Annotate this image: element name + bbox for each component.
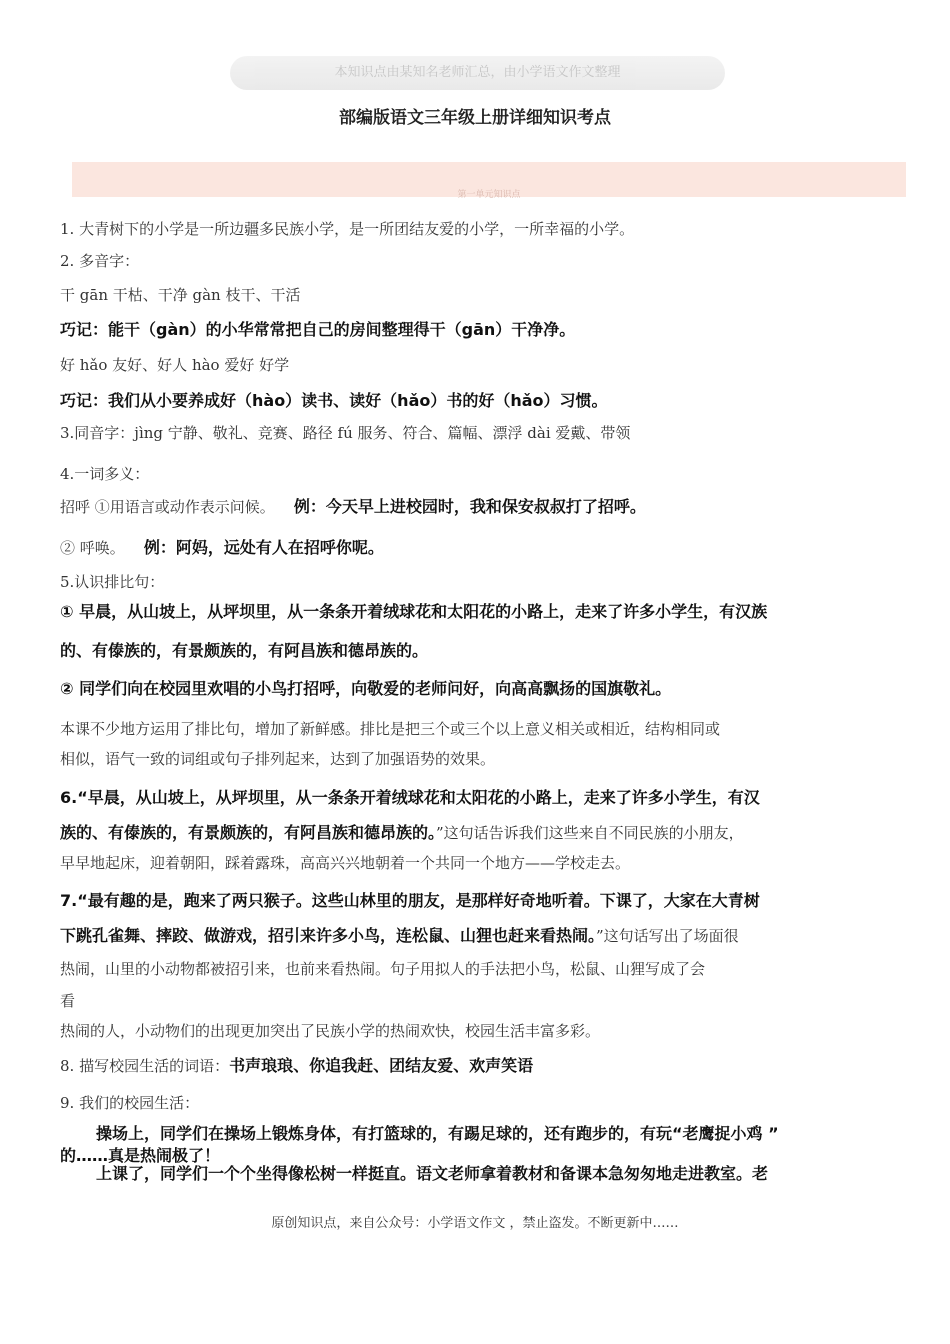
essay-line: 的……真是热闹极了！ (60, 1146, 221, 1165)
explain-part: ”这句话写出了场面很 (596, 927, 739, 945)
example-line: ② 同学们向在校园里欢唱的小鸟打招呼，向敬爱的老师问好，向高高飘扬的国旗敬礼。 (60, 679, 672, 698)
essay-line: 上课了，同学们一个个坐得像松树一样挺直。语文老师拿着教材和备课本急匆匆地走进教室。老 (96, 1164, 769, 1183)
label-part: 8. 描写校园生活的词语： (60, 1057, 230, 1075)
example-line: 6.“早晨，从山坡上，从坪坝里，从一条条开着绒球花和太阳花的小路上，走来了许多小学生，有汉 (60, 788, 760, 807)
meaning-line (60, 535, 384, 558)
meaning-example: 例：今天早上进校园时，我和保安叔叔打了招呼。 (293, 497, 646, 516)
text-line: 好 hǎo 友好、好人 hào 爱好 好学 (60, 356, 290, 374)
section-band (72, 162, 906, 200)
blurred-banner-text: 本知识点由某知名老师汇总，由小学语文作文整理 (334, 65, 621, 80)
text-line: 9. 我们的校园生活： (60, 1094, 200, 1112)
text-line: 热闹的人，小动物们的出现更加突出了民族小学的热闹欢快，校园生活丰富多彩。 (60, 1022, 601, 1040)
meaning-line (60, 494, 646, 517)
mixed-line (60, 923, 739, 946)
text-line: 2. 多音字： (60, 252, 140, 270)
text-line: 干 gān 干枯、干净 gàn 枝干、干活 (60, 286, 301, 304)
text-line: 4.一词多义： (60, 465, 150, 483)
quote-part: 族的、有傣族的，有景颇族的，有阿昌族和德昂族的。 (60, 823, 437, 842)
text-line: 早早地起床，迎着朝阳，踩着露珠，高高兴兴地朝着一个共同一个地方——学校走去。 (60, 854, 631, 872)
words-part: 书声琅琅、你追我赶、团结友爱、欢声笑语 (229, 1056, 534, 1075)
tip-line: 巧记：能干（gàn）的小华常常把自己的房间整理得干（gān）干净净。 (60, 320, 576, 339)
quote-part: 下跳孔雀舞、摔跤、做游戏，招引来许多小鸟，连松鼠、山狸也赶来看热闹。 (60, 926, 597, 945)
text-line: 热闹，山里的小动物都被招引来，也前来看热闹。句子用拟人的手法把小鸟，松鼠、山狸写成了会 (60, 960, 706, 978)
text-line: 1. 大青树下的小学是一所边疆多民族小学，是一所团结友爱的小学，一所幸福的小学。 (60, 220, 635, 238)
text-line: 看 (60, 992, 76, 1010)
essay-line: 操场上，同学们在操场上锻炼身体，有打篮球的，有踢足球的，还有跑步的，有玩“老鹰捉小鸡 ” (96, 1124, 779, 1143)
tip-line: 巧记：我们从小要养成好（hào）读书、读好（hǎo）书的好（hǎo）习惯。 (60, 391, 608, 410)
mixed-line (60, 1053, 533, 1076)
example-line: 的、有傣族的，有景颇族的，有阿昌族和德昂族的。 (60, 641, 429, 660)
mixed-line (60, 820, 744, 843)
footer-note: 原创知识点，来自公众号：小学语文作文 ，禁止盗发。不断更新中…… (271, 1216, 679, 1231)
meaning-def: 招呼 ①用语言或动作表示问候。 (60, 498, 275, 516)
text-line: 3.同音字：jìng 宁静、敬礼、竞赛、路径 fú 服务、符合、篇幅、漂浮 dài 爱戴、带领 (60, 424, 631, 442)
page-title: 部编版语文三年级上册详细知识考点 (339, 108, 611, 128)
section-band-caption: 第一单元知识点 (457, 190, 521, 200)
blurred-banner (230, 56, 725, 90)
example-line: 7.“最有趣的是，跑来了两只猴子。这些山林里的朋友，是那样好奇地听着。下课了，大家在大青树 (60, 891, 760, 910)
example-line: ① 早晨，从山坡上，从坪坝里，从一条条开着绒球花和太阳花的小路上，走来了许多小学生，有汉族 (60, 602, 768, 621)
text-line: 相似，语气一致的词组或句子排列起来，达到了加强语势的效果。 (60, 750, 496, 768)
text-line: 本课不少地方运用了排比句，增加了新鲜感。排比是把三个或三个以上意义相关或相近，结构相同或 (60, 720, 721, 738)
explain-part: ”这句话告诉我们这些来自不同民族的小朋友， (436, 824, 744, 842)
meaning-example: 例：阿妈，远处有人在招呼你呢。 (143, 538, 384, 557)
text-line: 5.认识排比句： (60, 573, 165, 591)
meaning-def: ② 呼唤。 (60, 539, 125, 557)
